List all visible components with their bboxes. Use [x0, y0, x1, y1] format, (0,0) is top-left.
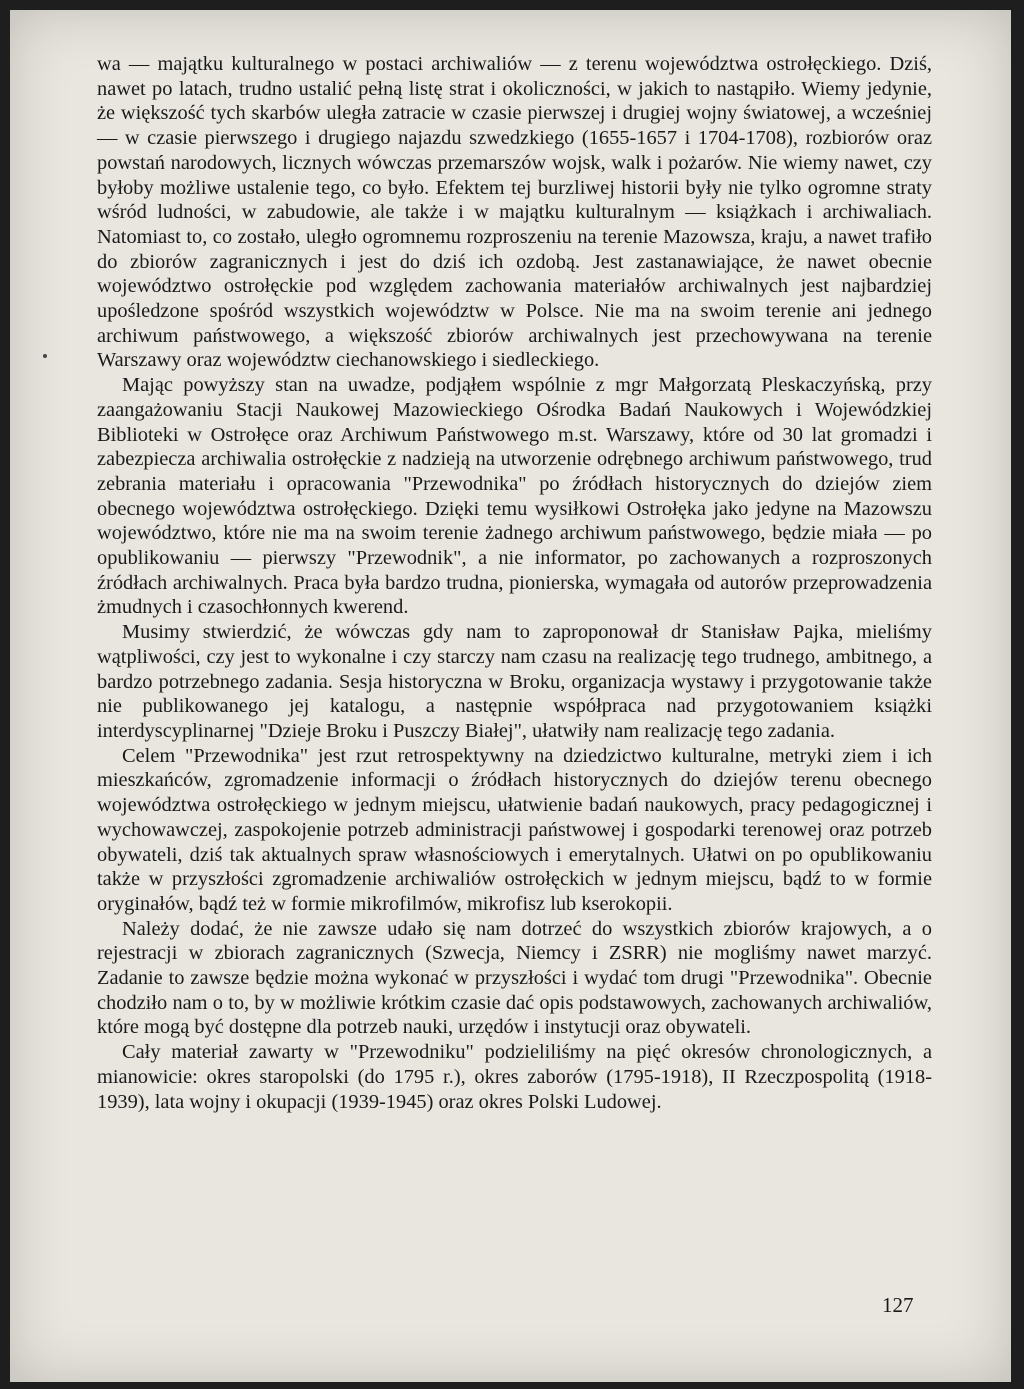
body-text: [97, 52, 932, 1114]
paragraph-6: Cały materiał zawarty w "Przewodniku" podzieliliśmy na pięć okresów chronologicznych, a mianowicie: okres staropolski (do 1795 r.), okres zaborów (1795-1918), II Rzeczpospolitą (1918-1939), lata wojny i okupacji (1939-1945) oraz okres Polski Ludowej.: [97, 1041, 932, 1113]
page-number: 127: [882, 1293, 914, 1317]
book-page: [10, 10, 1011, 1382]
paragraph-2: Mając powyższy stan na uwadze, podjąłem wspólnie z mgr Małgorzatą Pleskaczyńską, przy zaangażowaniu Stacji Naukowej Mazowieckiego Ośrodka Badań Naukowych i Wojewódzkiej Biblioteki w Ostrołęce oraz Archiwum Państwowego m.st. Warszawy, które od 30 lat gromadzi i zabezpiecza archiwalia ostrołęckie z nadzieją na utworzenie odrębnego archiwum państwowego, trud zebrania materiału i opracowania "Przewodnika" po źródłach historycznych do dziejów ziem obecnego województwa ostrołęckiego. Dzięki temu wysiłkowi Ostrołęka jako jedyne na Mazowszu województwo, które nie ma na swoim terenie żadnego archiwum państwowego, będzie miała — po opublikowaniu — pierwszy "Przewodnik", a nie informator, po zachowanych a rozproszonych źródłach archiwalnych. Praca była bardzo trudna, pionierska, wymagała od autorów przeprowadzenia żmudnych i czasochłonnych kwerend.: [97, 374, 932, 619]
paragraph-1: wa — majątku kulturalnego w postaci archiwaliów — z terenu województwa ostrołęckiego. Dziś, nawet po latach, trudno ustalić pełną listę strat i okoliczności, w jakich to nastąpiło. Wiemy jedynie, że większość tych skarbów uległa zatracie w czasie pierwszej i drugiej wojny światowej, a wcześniej — w czasie pierwszego i drugiego najazdu szwedzkiego (1655-1657 i 1704-1708), rozbiorów oraz powstań narodowych, licznych wówczas przemarszów wojsk, walk i pożarów. Nie wiemy nawet, czy byłoby możliwe ustalenie tego, co było. Efektem tej burzliwej historii były nie tylko ogromne straty wśród ludności, w zabudowie, ale także i w majątku kulturalnym — książkach i archiwaliach. Natomiast to, co zostało, uległo ogromnemu rozproszeniu na terenie Mazowsza, kraju, a nawet trafiło do zbiorów zagranicznych i jest do dziś ich ozdobą. Jest zastanawiające, że nawet obecnie województwo ostrołęckie pod względem zachowania materiałów archiwalnych jest najbardziej upośledzone spośród wszystkich województw w Polsce. Nie ma na swoim terenie ani jednego archiwum państwowego, a większość zbiorów archiwalnych jest przechowywana na terenie Warszawy oraz województw ciechanowskiego i siedleckiego.: [97, 53, 932, 372]
paragraph-5: Należy dodać, że nie zawsze udało się nam dotrzeć do wszystkich zbiorów krajowych, a o rejestracji w zbiorach zagranicznych (Szwecja, Niemcy i ZSRR) nie mogliśmy nawet marzyć. Zadanie to zawsze będzie można wykonać w przyszłości i wydać tom drugi "Przewodnika". Obecnie chodziło nam o to, by w możliwie krótkim czasie dać opis podstawowych, zachowanych archiwaliów, które mogą być dostępne dla potrzeb nauki, urzędów i instytucji oraz obywateli.: [97, 917, 932, 1039]
paragraph-4: Celem "Przewodnika" jest rzut retrospektywny na dziedzictwo kulturalne, metryki ziem i ich mieszkańców, zgromadzenie informacji o źródłach historycznych do dziejów terenu obecnego województwa ostrołęckiego w jednym miejscu, ułatwienie badań naukowych, pracy pedagogicznej i wychowawczej, zaspokojenie potrzeb administracji państwowej i gospodarki terenowej oraz potrzeb obywateli, dziś tak aktualnych spraw własnościowych i emerytalnych. Ułatwi on po opublikowaniu także w przyszłości zgromadzenie archiwaliów ostrołęckich w jednym miejscu, bądź to w formie oryginałów, bądź też w formie mikrofilmów, mikrofisz lub kserokopii.: [97, 744, 932, 915]
paragraph-3: Musimy stwierdzić, że wówczas gdy nam to zaproponował dr Stanisław Pajka, mieliśmy wątpliwości, czy jest to wykonalne i czy starczy nam czasu na realizację tego trudnego, ambitnego, a bardzo potrzebnego zadania. Sesja historyczna w Broku, organizacja wystawy i przygotowanie także nie publikowanego jej katalogu, a następnie współpraca nad przygotowaniem książki interdyscyplinarnej "Dzieje Broku i Puszczy Białej", ułatwiły nam realizację tego zadania.: [97, 621, 932, 742]
margin-dot: [43, 354, 47, 358]
